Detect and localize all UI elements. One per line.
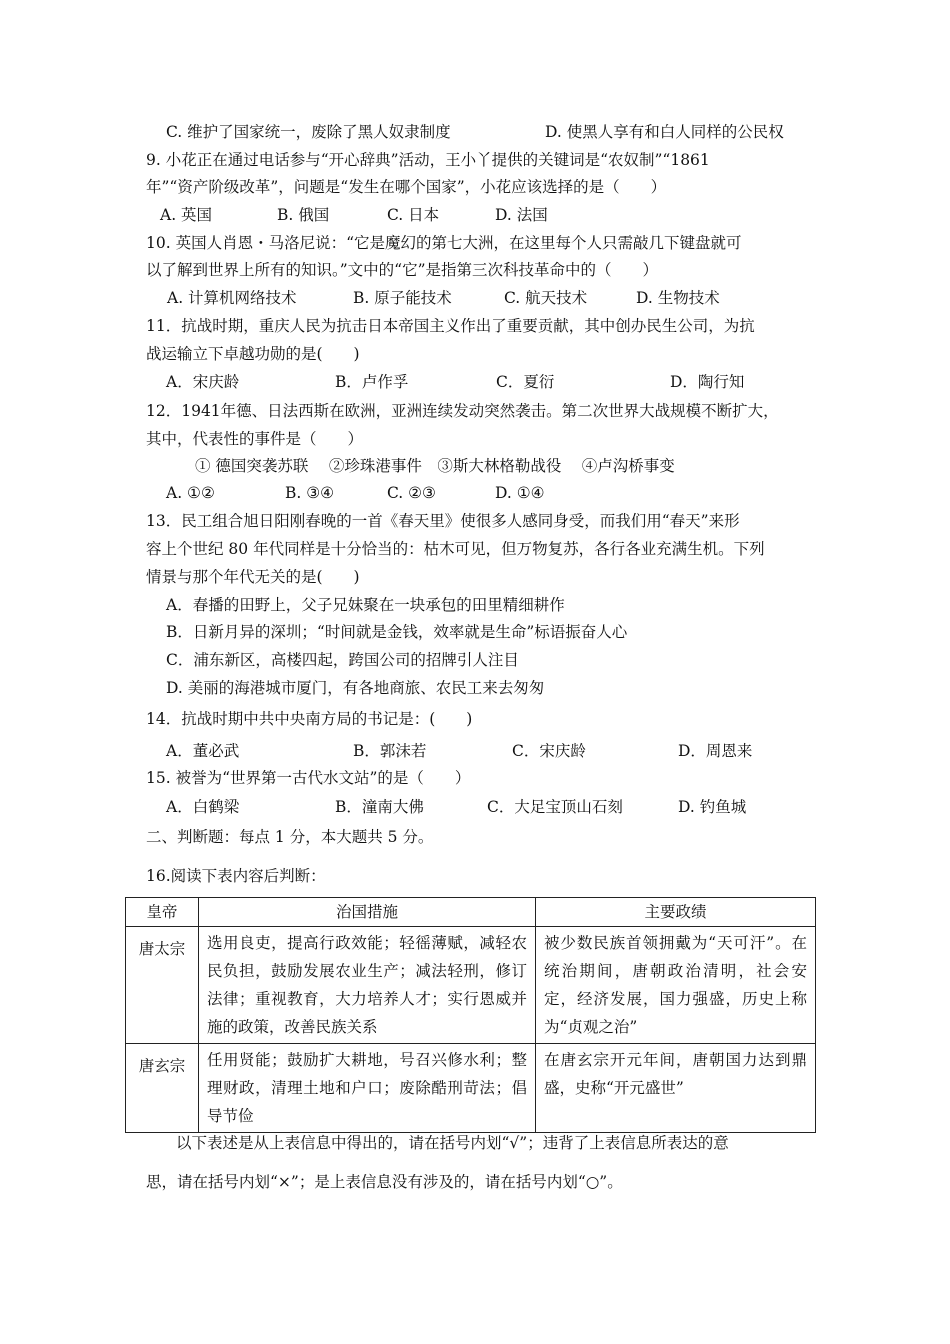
q10-stem-line1: 10. 英国人肖恩・马洛尼说：“它是魔幻的第七大洲，在这里每个人只需敲几下键盘就可: [146, 234, 742, 252]
q11-option-b: B．卢作孚: [335, 373, 409, 391]
q14-option-d: D．周恩来: [678, 742, 753, 760]
q11-option-a: A．宋庆龄: [166, 373, 240, 391]
q11-option-d: D．陶行知: [670, 373, 745, 391]
q15-stem: 15. 被誉为“世界第一古代水文站”的是（ ）: [146, 769, 471, 787]
q9-option-b: B. 俄国: [277, 206, 330, 224]
q11-stem-line2: 战运输立下卓越功勋的是( ): [146, 345, 360, 363]
section-heading-judgement: 二、判断题：每点 1 分，本大题共 5 分。: [146, 828, 434, 846]
table-cell-measures: 任用贤能；鼓励扩大耕地，号召兴修水利；整理财政，清理土地和户口；废除酷刑苛法；倡导节俭: [199, 1044, 536, 1133]
q15-option-d: D. 钓鱼城: [678, 798, 747, 816]
q16-intro: 16.阅读下表内容后判断：: [146, 867, 326, 885]
q11-option-c: C．夏衍: [496, 373, 555, 391]
q13-stem-line2: 容上个世纪 80 年代同样是十分恰当的：枯木可见，但万物复苏，各行各业充满生机。下列: [146, 540, 765, 558]
q9-option-a: A. 英国: [160, 206, 213, 224]
q9-stem-line1: 9. 小花正在通过电话参与“开心辞典”活动，王小丫提供的关键词是“农奴制”“1861: [146, 151, 710, 169]
table-row: [126, 1044, 816, 1133]
q12-option-b: B. ③④: [285, 484, 335, 502]
q12-option-c: C. ②③: [387, 484, 436, 502]
q10-stem-line2: 以了解到世界上所有的知识。”文中的“它”是指第三次科技革命中的（ ）: [146, 261, 659, 279]
q15-option-a: A．白鹤梁: [166, 798, 240, 816]
q15-option-c: C．大足宝顶山石刻: [487, 798, 623, 816]
q12-stem-line1: 12．1941年德、日法西斯在欧洲，亚洲连续发动突然袭击。第二次世界大战规模不断扩大，: [146, 402, 779, 420]
q9-stem-line2: 年”“资产阶级改革”，问题是“发生在哪个国家”，小花应该选择的是（ ）: [146, 178, 667, 196]
q16-instruction-line1: 以下表述是从上表信息中得出的，请在括号内划“√”；违背了上表信息所表达的意: [176, 1134, 729, 1152]
table-cell-emperor: 唐玄宗: [126, 1044, 199, 1133]
q8-option-d: D. 使黑人享有和白人同样的公民权: [545, 123, 784, 141]
table-header-achievements: 主要政绩: [536, 898, 816, 927]
q14-option-a: A．董必武: [166, 742, 240, 760]
q14-option-c: C．宋庆龄: [512, 742, 586, 760]
q12-stem-line2: 其中，代表性的事件是（ ）: [146, 430, 364, 448]
table-header-emperor: 皇帝: [126, 898, 199, 927]
q12-option-d: D. ①④: [495, 484, 545, 502]
q11-stem-line1: 11．抗战时期，重庆人民为抗击日本帝国主义作出了重要贡献，其中创办民生公司，为抗: [146, 317, 755, 335]
q9-option-d: D. 法国: [495, 206, 548, 224]
emperors-table: [125, 897, 816, 1133]
q13-option-c: C．浦东新区，高楼四起，跨国公司的招牌引人注目: [166, 651, 519, 669]
q16-instruction-line2: 思，请在括号内划“×”；是上表信息没有涉及的，请在括号内划“○”。: [146, 1173, 623, 1191]
q10-option-c: C. 航天技术: [504, 289, 588, 307]
q14-stem: 14．抗战时期中共中央南方局的书记是：( ): [146, 710, 473, 728]
q15-option-b: B．潼南大佛: [335, 798, 424, 816]
table-header-row: [126, 898, 816, 927]
q10-option-b: B. 原子能技术: [353, 289, 452, 307]
q10-option-d: D. 生物技术: [636, 289, 720, 307]
q13-option-d: D. 美丽的海港城市厦门，有各地商旅、农民工来去匆匆: [166, 679, 545, 697]
table-cell-achievements: 在唐玄宗开元年间，唐朝国力达到鼎盛，史称“开元盛世”: [536, 1044, 816, 1133]
q13-stem-line3: 情景与那个年代无关的是( ): [146, 568, 360, 586]
q8-option-c: C. 维护了国家统一，废除了黑人奴隶制度: [166, 123, 451, 141]
q10-option-a: A. 计算机网络技术: [167, 289, 297, 307]
q14-option-b: B．郭沫若: [353, 742, 427, 760]
q12-option-a: A. ①②: [166, 484, 215, 502]
table-cell-emperor: 唐太宗: [126, 927, 199, 1044]
table-cell-measures: 选用良吏，提高行政效能；轻徭薄赋，减轻农民负担，鼓励发展农业生产；减法轻刑，修订法律；重视教育，大力培养人才；实行恩威并施的政策，改善民族关系: [199, 927, 536, 1044]
q9-option-c: C. 日本: [387, 206, 440, 224]
q13-option-a: A．春播的田野上，父子兄妹聚在一块承包的田里精细耕作: [166, 596, 565, 614]
q13-stem-line1: 13．民工组合旭日阳刚春晚的一首《春天里》使很多人感同身受，而我们用“春天”来形: [146, 512, 740, 530]
table-row: [126, 927, 816, 1044]
q13-option-b: B．日新月异的深圳；“时间就是金钱，效率就是生命”标语振奋人心: [166, 623, 628, 641]
table-cell-achievements: 被少数民族首领拥戴为“天可汗”。在统治期间，唐朝政治清明，社会安定，经济发展，国力强盛，历史上称为“贞观之治”: [536, 927, 816, 1044]
table-header-measures: 治国措施: [199, 898, 536, 927]
q12-events: ① 德国突袭苏联 ②珍珠港事件 ③斯大林格勒战役 ④卢沟桥事变: [195, 457, 675, 475]
